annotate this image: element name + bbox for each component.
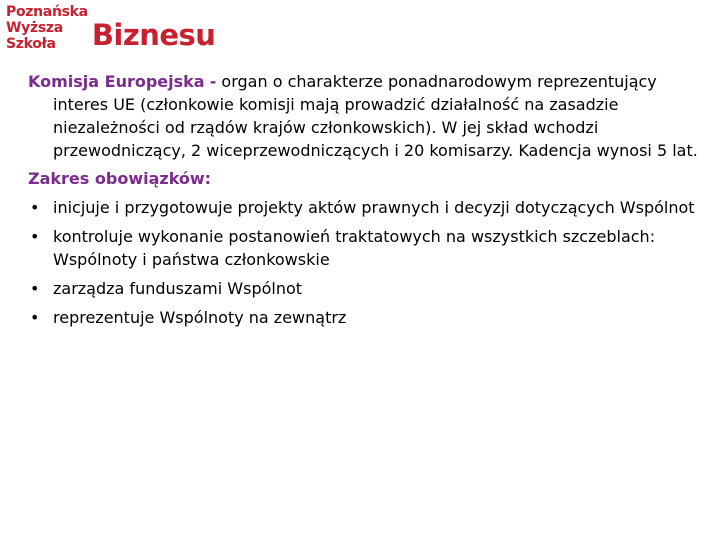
logo-big-text: Biznesu	[91, 18, 216, 52]
bullet-icon: •	[30, 227, 40, 246]
logo-small-text	[6, 4, 88, 52]
intro-term: Komisja Europejska	[28, 72, 205, 91]
duties-list	[28, 196, 700, 329]
list-item-text: reprezentuje Wspólnoty na zewnątrz	[53, 308, 347, 327]
slide-content	[28, 70, 700, 335]
logo-line-1: Poznańska	[6, 4, 88, 20]
duties-heading: Zakres obowiązków:	[28, 169, 212, 188]
bullet-icon: •	[30, 198, 40, 217]
list-item	[28, 225, 700, 271]
logo-line-3: Szkoła	[6, 36, 56, 52]
bullet-icon: •	[30, 308, 40, 327]
list-item	[28, 277, 700, 300]
intro-text: organ o charakterze ponadnarodowym reprezentujący interes UE (członkowie komisji mają prowadzić działalność na zasadzie niezależności od rządów krajów członkowskich). W jej skład wchodzi przewodniczący, 2 wiceprzewodniczących i 20 komisarzy. Kadencja wynosi 5 lat.	[53, 72, 698, 160]
intro-paragraph	[28, 70, 700, 162]
intro-dash: -	[209, 72, 217, 91]
list-item-text: inicjuje i przygotowuje projekty aktów prawnych i decyzji dotyczących Wspólnot	[53, 198, 695, 217]
list-item-text: kontroluje wykonanie postanowień traktatowych na wszystkich szczeblach: Wspólnoty i państwa członkowskie	[53, 227, 656, 269]
logo-line-2: Wyższa	[6, 20, 63, 36]
list-item	[28, 306, 700, 329]
list-item	[28, 196, 700, 219]
bullet-icon: •	[30, 279, 40, 298]
list-item-text: zarządza funduszami Wspólnot	[53, 279, 303, 298]
school-logo	[6, 4, 215, 52]
